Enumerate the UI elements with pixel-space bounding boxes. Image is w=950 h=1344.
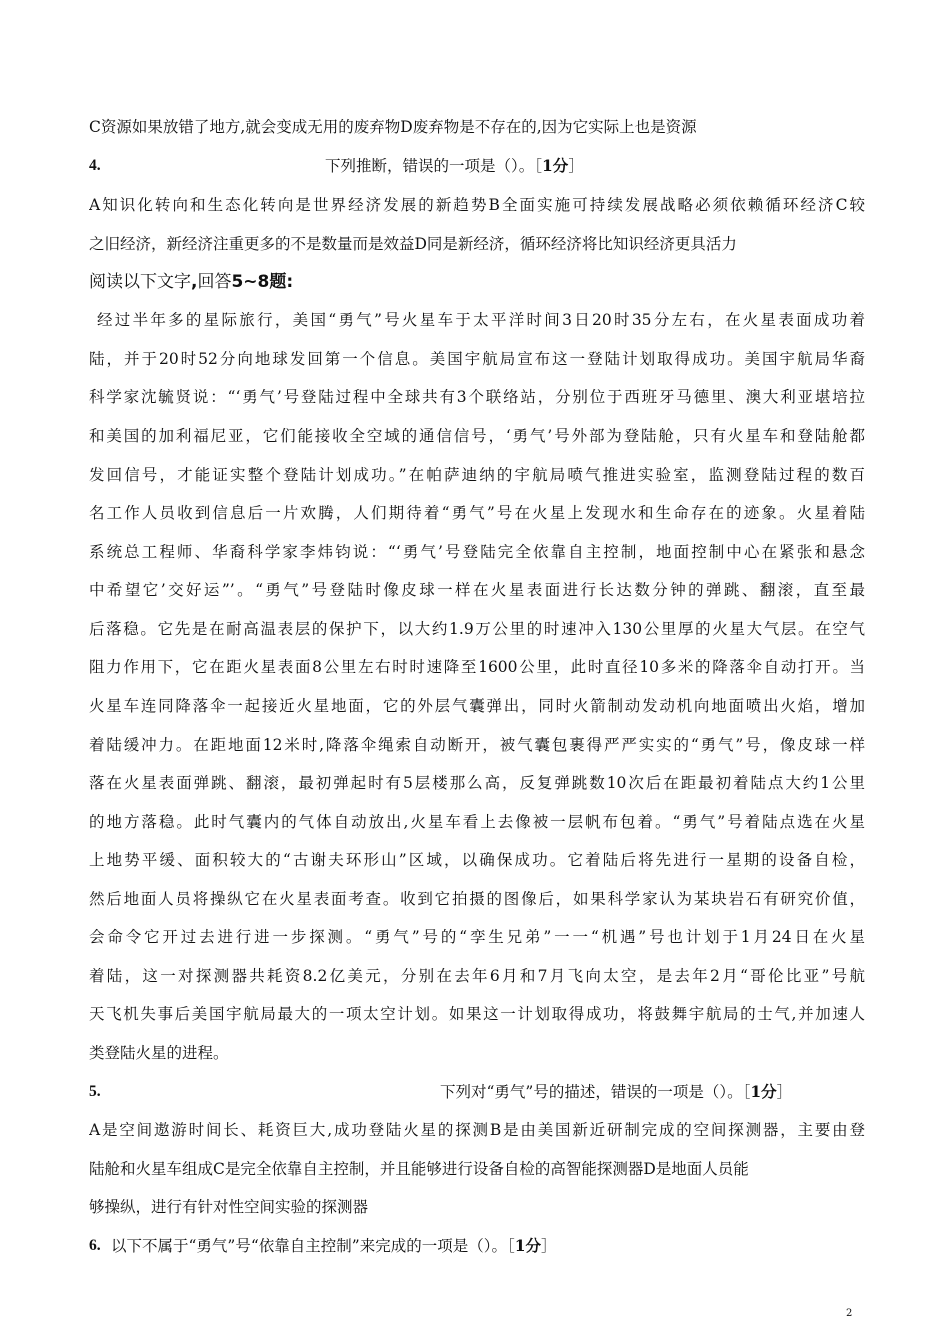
passage-line: 着陆，这一对探测器共耗资8.2亿美元，分别在去年6月和7月飞向太空，是去年2月“哥伦比亚”号航: [89, 967, 865, 985]
score-value: 1分: [542, 156, 569, 175]
passage-line: 发回信号，才能证实整个登陆计划成功。”在帕萨迪纳的宇航局喷气推进实验室，监测登陆过程的数百: [89, 466, 865, 484]
passage-line: 上地势平缓、面积较大的“古谢夫环形山”区域，以确保成功。它着陆后将先进行一星期的设备自检，: [89, 851, 865, 869]
option-line: A是空间遨游时间长、耗资巨大,成功登陆火星的探测B是由美国新近研制完成的空间探测器，主要由登: [89, 1121, 865, 1139]
option-line: 陆舱和火星车组成C是完全依靠自主控制，并且能够进行设备自检的高智能探测器D是地面人员能: [89, 1160, 749, 1178]
score-value: 1分: [750, 1082, 777, 1101]
question-5-header: [89, 1080, 865, 1104]
option-line: 够操纵，进行有针对性空间实验的探测器: [89, 1198, 369, 1216]
passage-line: 和美国的加利福尼亚，它们能接收全空域的通信信号，‘勇气’号外部为登陆舱，只有火星车和登陆舱都: [89, 427, 865, 445]
passage-line: 阻力作用下，它在距火星表面8公里左右时时速降至1600公里，此时直径10多米的降落伞自动打开。当: [89, 658, 865, 676]
question-4-header: [89, 154, 865, 178]
page-number: 2: [846, 1308, 853, 1319]
passage-line: 天飞机失事后美国宇航局最大的一项太空计划。如果这一计划取得成功，将鼓舞宇航局的士气,并加速人: [89, 1005, 865, 1023]
passage-line: 然后地面人员将操纵它在火星表面考查。收到它拍摄的图像后，如果科学家认为某块岩石有研究价值，: [89, 890, 865, 908]
question-stem: 下列对“勇气”号的描述，错误的一项是（）。［1分］: [440, 1082, 793, 1101]
passage-line: 着陆缓冲力。在距地面12米时,降落伞绳索自动断开，被气囊包裹得严严实实的“勇气”号，像皮球一样: [89, 736, 865, 754]
question-number: 4.: [89, 157, 101, 174]
passage-line: 中希望它’交好运”’。“勇气”号登陆时像皮球一样在火星表面进行长达数分钟的弹跳、翻滚，直至最: [89, 581, 865, 599]
question-number: 5.: [89, 1083, 101, 1100]
passage-line: 类登陆火星的进程。: [89, 1044, 229, 1062]
question-6-header: [89, 1234, 865, 1258]
option-line: C资源如果放错了地方,就会变成无用的废弃物D废弃物是不存在的,因为它实际上也是资源: [89, 118, 697, 136]
passage-line: 火星车连同降落伞一起接近火星地面，它的外层气囊弹出，同时火箭制动发动机向地面喷出火焰，增加: [89, 697, 865, 715]
passage-line: 名工作人员收到信息后一片欢腾，人们期待着“勇气”号在火星上发现水和生命存在的迹象。火星着陆: [89, 504, 865, 522]
question-stem: 下列推断，错误的一项是（）。［1分］: [325, 156, 584, 175]
passage-line: 科学家沈毓贤说：“‘勇气’号登陆过程中全球共有3个联络站，分别位于西班牙马德里、澳大利亚堪培拉: [89, 388, 865, 406]
passage-line: 系统总工程师、华裔科学家李炜钧说：“‘勇气’号登陆完全依靠自主控制，地面控制中心在紧张和悬念: [89, 543, 865, 561]
question-stem: 以下不属于“勇气”号“依靠自主控制”来完成的一项是（）。［1分］: [111, 1236, 557, 1255]
option-line: A知识化转向和生态化转向是世界经济发展的新趋势B全面实施可持续发展战略必须依赖循环经济C较: [89, 196, 865, 214]
passage-line: 的地方落稳。此时气囊内的气体自动放出,火星车看上去像被一层帆布包着。“勇气”号着陆点选在火星: [89, 813, 865, 831]
passage-line: 后落稳。它先是在耐高温表层的保护下，以大约1.9万公里的时速冲入130公里厚的火星大气层。在空气: [89, 620, 865, 638]
passage-line: 落在火星表面弹跳、翻滚，最初弹起时有5层楼那么高，反复弹跳数10次后在距最初着陆点大约1公里: [89, 774, 865, 792]
passage-line: 经过半年多的星际旅行，美国“勇气”号火星车于太平洋时间3日20时35分左右，在火星表面成功着: [97, 311, 865, 329]
option-line: 之旧经济，新经济注重更多的不是数量而是效益D同是新经济，循环经济将比知识经济更具活力: [89, 235, 737, 253]
section-heading: 阅读以下文字,回答5~8题:: [89, 272, 294, 292]
passage-line: 陆，并于20时52分向地球发回第一个信息。美国宇航局宣布这一登陆计划取得成功。美国宇航局华裔: [89, 350, 865, 368]
score-value: 1分: [514, 1236, 541, 1255]
passage-line: 会命令它开过去进行进一步探测。“勇气”号的“孪生兄弟”一一“机遇”号也计划于1月24日在火星: [89, 928, 865, 946]
question-number: 6.: [89, 1237, 101, 1254]
